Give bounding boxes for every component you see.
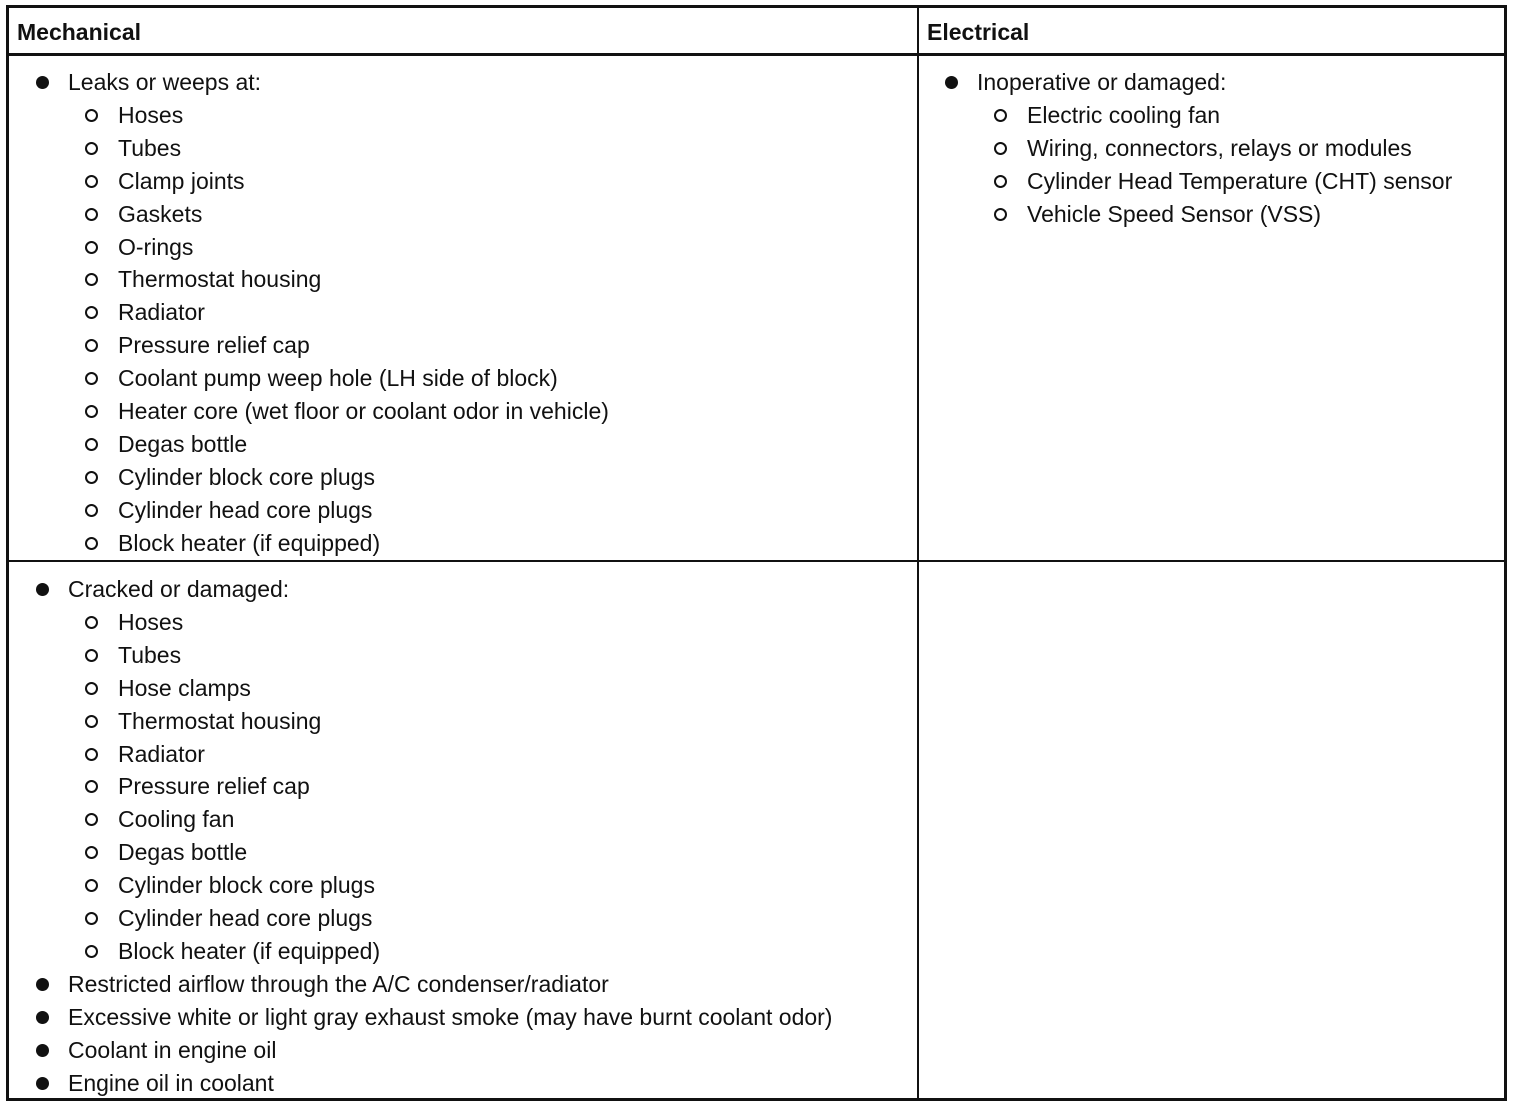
sub-list-item-label: Cooling fan — [118, 806, 235, 833]
bullet-ring-icon — [85, 846, 98, 859]
bullet-ring-icon — [994, 142, 1007, 155]
column-divider — [917, 8, 919, 1098]
sub-list-item — [68, 329, 609, 362]
sub-list-item-label: Hoses — [118, 608, 184, 635]
sub-list-item-label: Wiring, connectors, relays or modules — [1027, 134, 1412, 161]
list-item-label: Cracked or damaged: — [68, 576, 290, 602]
bullet-ring-icon — [85, 273, 98, 286]
bullet-ring-icon — [994, 208, 1007, 221]
sub-list-item-label: Radiator — [118, 740, 205, 767]
sub-list-item-label: Cylinder block core plugs — [118, 872, 375, 899]
sub-list-item — [68, 935, 832, 968]
sub-list-item — [68, 428, 609, 461]
inspection-table — [6, 5, 1507, 1101]
list-item — [19, 968, 832, 1001]
bullet-ring-icon — [85, 537, 98, 550]
bullet-dot-icon — [36, 978, 49, 991]
cell-mechanical-row1 — [19, 66, 609, 560]
sub-list-item-label: Clamp joints — [118, 167, 245, 194]
bullet-dot-icon — [945, 76, 958, 89]
sub-list-item-label: Block heater (if equipped) — [118, 937, 381, 964]
sub-list-item — [68, 639, 832, 672]
sub-list-item-label: Cylinder block core plugs — [118, 463, 375, 490]
bullet-ring-icon — [85, 813, 98, 826]
bullet-list — [19, 66, 609, 560]
list-item — [19, 1001, 832, 1034]
bullet-ring-icon — [994, 109, 1007, 122]
bullet-ring-icon — [85, 241, 98, 254]
sub-list-item-label: Radiator — [118, 299, 205, 326]
bullet-list — [19, 573, 832, 1100]
sub-list — [977, 99, 1452, 231]
bullet-ring-icon — [85, 748, 98, 761]
list-item — [928, 66, 1452, 231]
bullet-dot-icon — [36, 1011, 49, 1024]
list-item — [19, 573, 832, 968]
bullet-ring-icon — [85, 109, 98, 122]
bullet-ring-icon — [85, 912, 98, 925]
sub-list — [68, 606, 832, 968]
sub-list-item — [68, 672, 832, 705]
sub-list-item-label: Degas bottle — [118, 430, 248, 457]
sub-list-item — [68, 494, 609, 527]
sub-list-item-label: Pressure relief cap — [118, 773, 310, 800]
list-item-label: Inoperative or damaged: — [977, 69, 1227, 95]
row-divider — [9, 560, 1504, 562]
bullet-ring-icon — [85, 306, 98, 319]
header-divider — [9, 53, 1504, 56]
sub-list-item — [68, 738, 832, 771]
list-item-label: Engine oil in coolant — [68, 1069, 274, 1096]
sub-list-item — [977, 198, 1452, 231]
sub-list-item-label: Thermostat housing — [118, 266, 322, 293]
sub-list-item-label: Hose clamps — [118, 674, 251, 701]
sub-list-item — [68, 527, 609, 560]
bullet-ring-icon — [85, 504, 98, 517]
bullet-ring-icon — [85, 715, 98, 728]
sub-list-item — [68, 770, 832, 803]
bullet-dot-icon — [36, 1044, 49, 1057]
sub-list-item-label: Gaskets — [118, 200, 203, 227]
sub-list-item-label: Coolant pump weep hole (LH side of block) — [118, 365, 558, 392]
bullet-ring-icon — [85, 208, 98, 221]
sub-list-item-label: Tubes — [118, 134, 182, 161]
header-mechanical: Mechanical — [17, 19, 141, 45]
list-item-label: Leaks or weeps at: — [68, 69, 262, 95]
sub-list — [68, 99, 609, 560]
cell-electrical-row1 — [928, 66, 1452, 231]
sub-list-item-label: Block heater (if equipped) — [118, 529, 381, 556]
header-electrical: Electrical — [927, 19, 1030, 45]
bullet-ring-icon — [85, 438, 98, 451]
sub-list-item — [68, 99, 609, 132]
sub-list-item-label: Tubes — [118, 641, 182, 668]
sub-list-item — [68, 165, 609, 198]
sub-list-item — [68, 132, 609, 165]
sub-list-item — [68, 362, 609, 395]
bullet-ring-icon — [994, 175, 1007, 188]
list-item-label: Restricted airflow through the A/C condenser/radiator — [68, 970, 609, 997]
bullet-ring-icon — [85, 945, 98, 958]
sub-list-item-label: Degas bottle — [118, 839, 248, 866]
sub-list-item — [68, 869, 832, 902]
sub-list-item-label: Electric cooling fan — [1027, 101, 1221, 128]
bullet-ring-icon — [85, 879, 98, 892]
bullet-ring-icon — [85, 339, 98, 352]
bullet-list — [928, 66, 1452, 231]
bullet-ring-icon — [85, 372, 98, 385]
sub-list-item — [977, 99, 1452, 132]
sub-list-item — [68, 803, 832, 836]
sub-list-item — [68, 263, 609, 296]
list-item — [19, 1034, 832, 1067]
bullet-ring-icon — [85, 780, 98, 793]
list-item-label: Coolant in engine oil — [68, 1036, 277, 1063]
bullet-ring-icon — [85, 175, 98, 188]
bullet-dot-icon — [36, 583, 49, 596]
sub-list-item — [68, 198, 609, 231]
sub-list-item — [977, 132, 1452, 165]
bullet-ring-icon — [85, 142, 98, 155]
sub-list-item — [68, 902, 832, 935]
bullet-ring-icon — [85, 471, 98, 484]
bullet-dot-icon — [36, 1077, 49, 1090]
sub-list-item-label: Heater core (wet floor or coolant odor in vehicle) — [118, 398, 609, 425]
list-item-label: Excessive white or light gray exhaust smoke (may have burnt coolant odor) — [68, 1003, 833, 1030]
sub-list-item-label: Cylinder head core plugs — [118, 496, 373, 523]
sub-list-item-label: O-rings — [118, 233, 194, 260]
sub-list-item — [68, 461, 609, 494]
sub-list-item — [68, 606, 832, 639]
sub-list-item-label: Cylinder head core plugs — [118, 905, 373, 932]
sub-list-item — [68, 395, 609, 428]
sub-list-item — [68, 705, 832, 738]
bullet-dot-icon — [36, 76, 49, 89]
bullet-ring-icon — [85, 616, 98, 629]
list-item — [19, 66, 609, 560]
sub-list-item — [977, 165, 1452, 198]
sub-list-item-label: Hoses — [118, 101, 184, 128]
sub-list-item — [68, 231, 609, 264]
sub-list-item-label: Pressure relief cap — [118, 332, 310, 359]
sub-list-item — [68, 296, 609, 329]
sub-list-item-label: Vehicle Speed Sensor (VSS) — [1027, 200, 1322, 227]
cell-mechanical-row2 — [19, 573, 832, 1100]
sub-list-item-label: Thermostat housing — [118, 707, 322, 734]
sub-list-item — [68, 836, 832, 869]
list-item — [19, 1067, 832, 1100]
bullet-ring-icon — [85, 682, 98, 695]
bullet-ring-icon — [85, 649, 98, 662]
sub-list-item-label: Cylinder Head Temperature (CHT) sensor — [1027, 167, 1453, 194]
bullet-ring-icon — [85, 405, 98, 418]
